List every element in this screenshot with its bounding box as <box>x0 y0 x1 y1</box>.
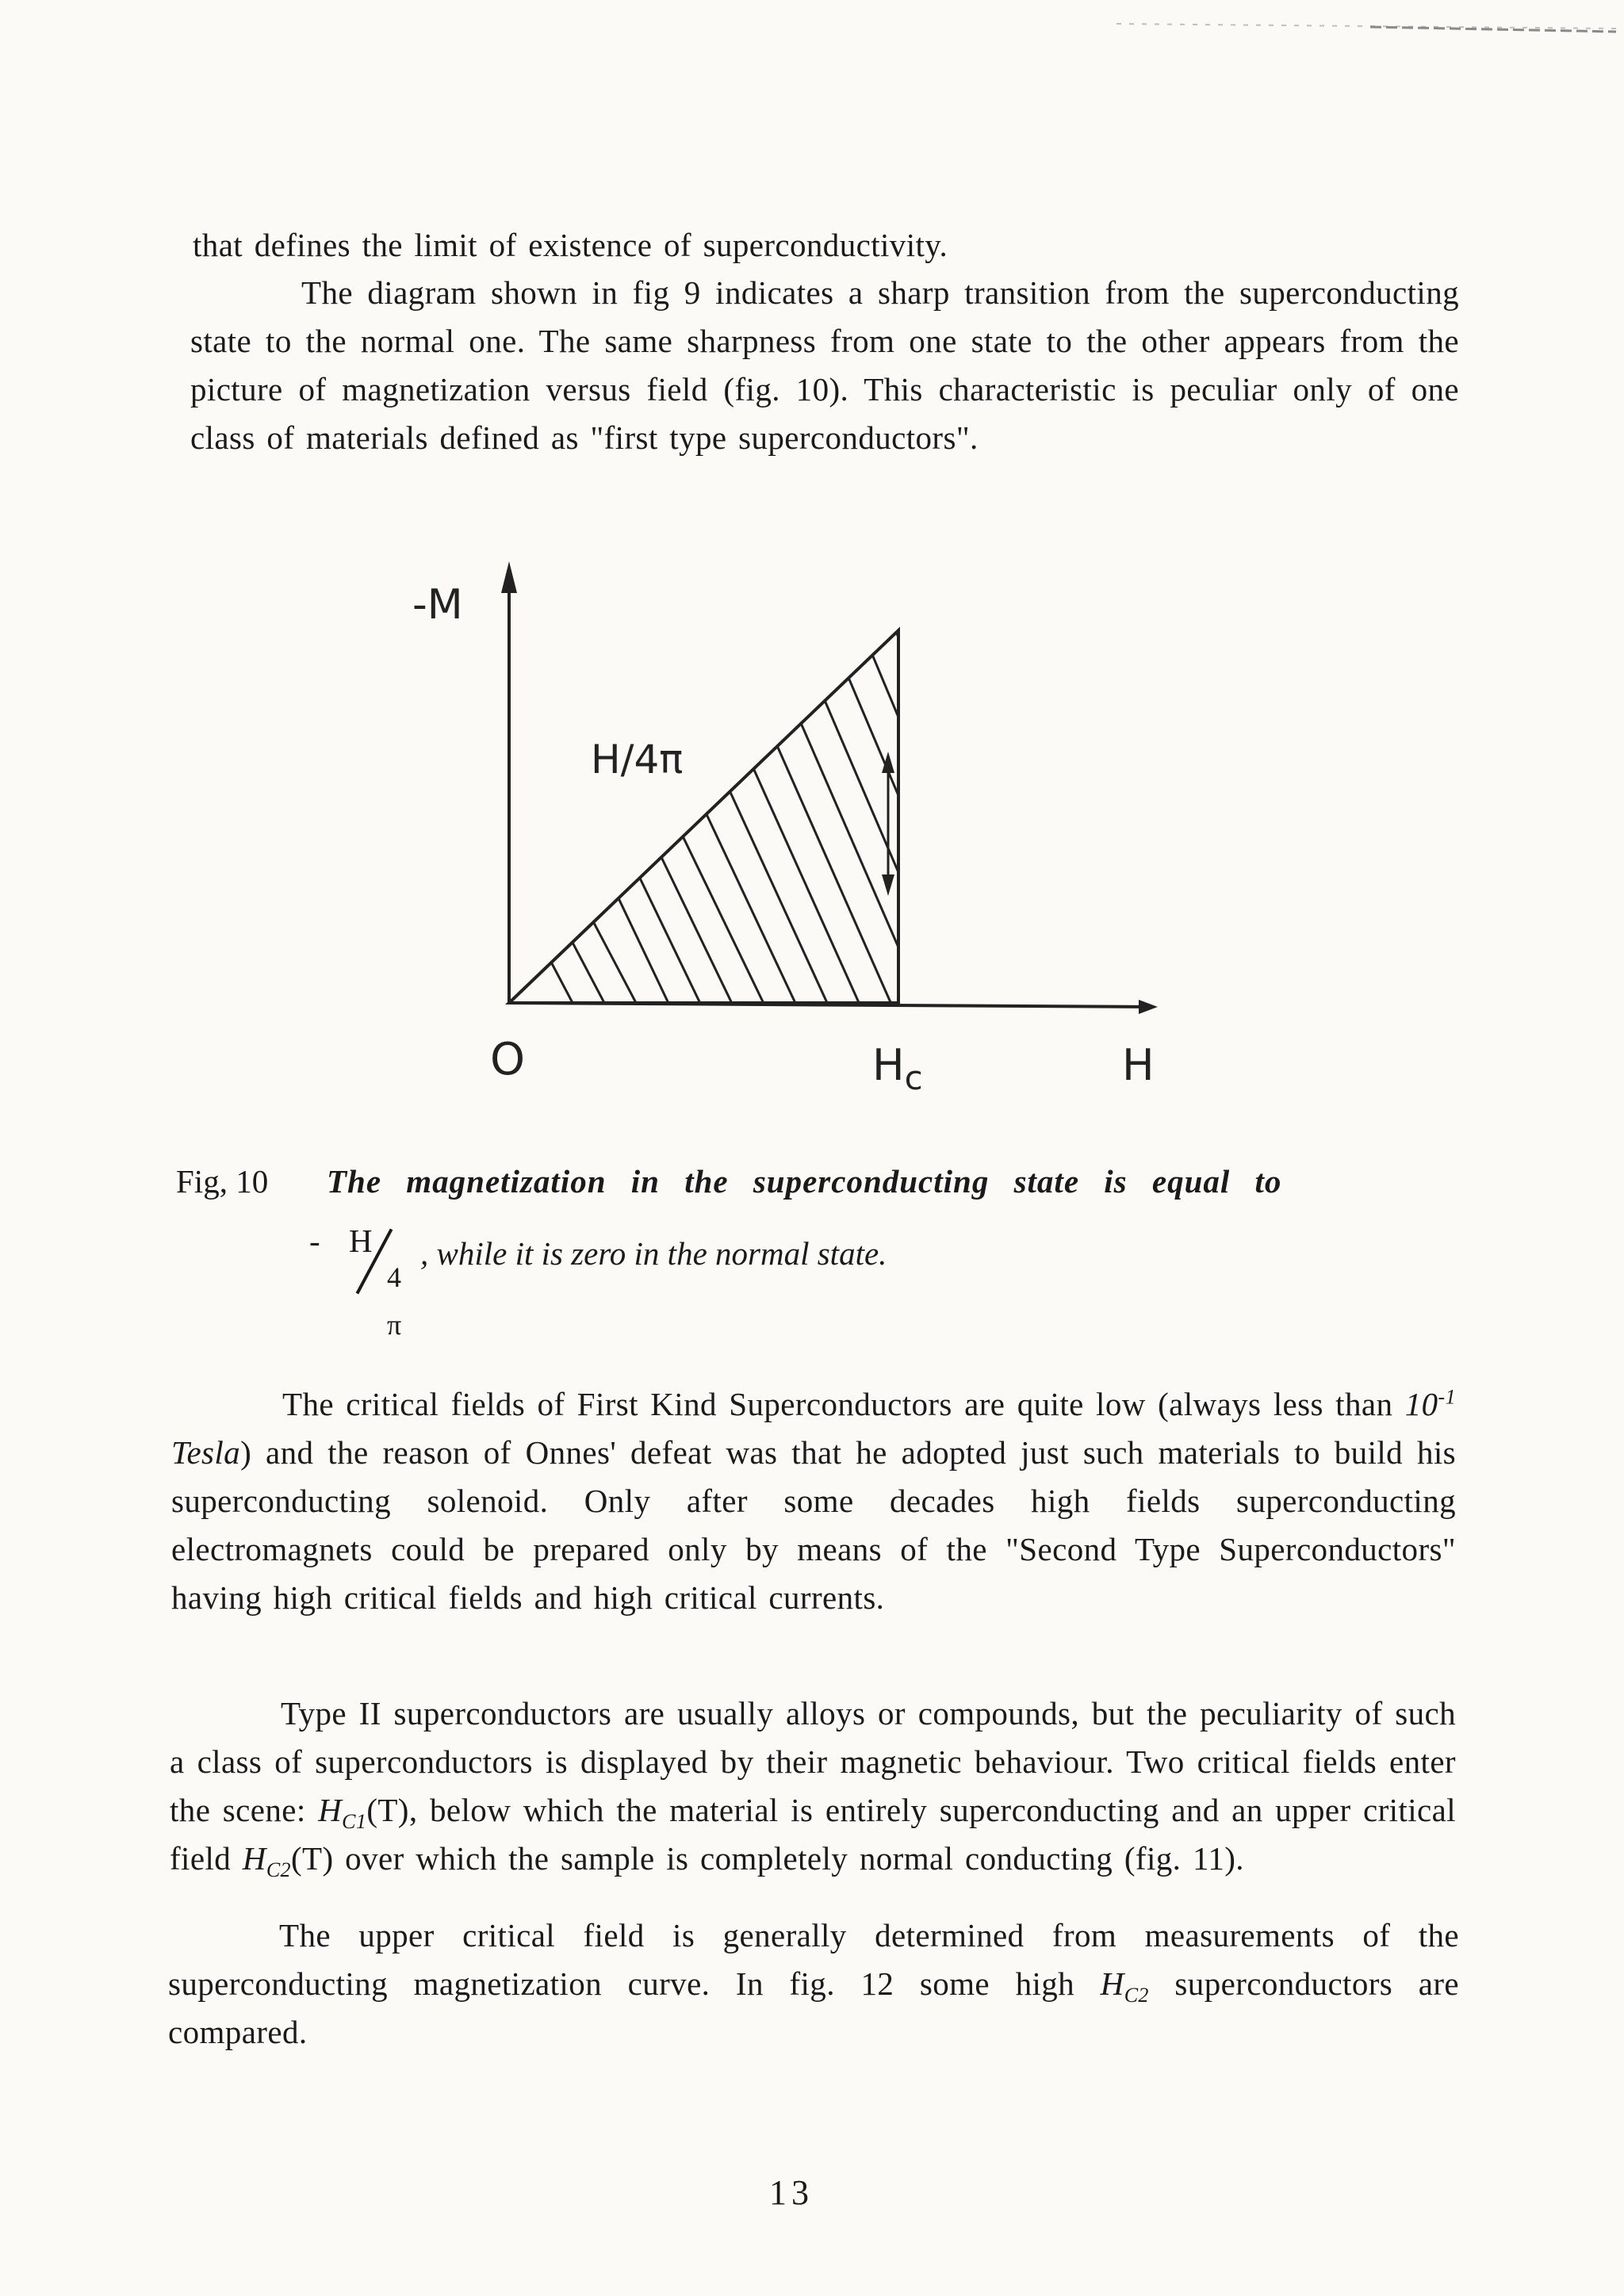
caption-frac-numerator: H <box>349 1223 373 1259</box>
scan-edge-artifact <box>1069 0 1624 48</box>
origin-label: O <box>490 1034 526 1085</box>
p4-hc2: H <box>242 1840 266 1877</box>
y-axis-label: -M <box>412 581 463 629</box>
transition-arrow-down <box>882 874 894 896</box>
p4-text-a: Type II superconductors are usually alloys or compounds, but the peculiarity of such a class of superconductors is displayed by their magnetic behaviour. Two critical fields enter the scene: <box>170 1695 1456 1828</box>
p3-text-a: The critical fields of First Kind Superconductors are quite low (always less than <box>282 1386 1405 1422</box>
paragraph-first-type: The diagram shown in fig 9 indicates a sharp transition from the superconducting state to the normal one. The same sharpness from one state to the other appears from the picture of magnetization versus field (fig. 10). This characteristic is peculiar only of one class of materials defined as "first type superconductors". <box>190 274 1459 456</box>
p3-exponent: -1 <box>1438 1385 1456 1409</box>
p4-text-c: (T) over which the sample is completely normal conducting (fig. 11). <box>290 1840 1244 1877</box>
paragraph-first-kind <box>171 1380 1456 1622</box>
caption-number: Fig, 10 <box>176 1163 269 1200</box>
paragraph-type-two <box>170 1689 1456 1883</box>
hc-label-main: H <box>872 1040 905 1090</box>
paragraph-upper-critical <box>168 1911 1459 2057</box>
p5-text-a: The upper critical field is generally determined from measurements of the superconducting magnetization curve. In fig. 12 some high <box>168 1917 1459 2002</box>
hatch-lines <box>500 555 1055 1015</box>
magnetization-diagram <box>396 547 1189 1118</box>
curve-label: H/4π <box>591 737 684 783</box>
magnetization-figure <box>396 547 1189 1118</box>
p3-tesla: Tesla <box>171 1434 241 1471</box>
figure-caption-continued <box>309 1223 1285 1341</box>
x-axis-label: H <box>1122 1040 1155 1090</box>
p3-text-e: ) and the reason of Onnes' defeat was that he adopted just such materials to build his superconducting solenoid. Only after some decades high fields superconducting electromagnets could be prepared only by means of the "Second Type Superconductors" having high critical fields and high critical currents. <box>171 1434 1456 1616</box>
paragraph-intro-line: that defines the limit of existence of superconductivity. <box>193 227 948 263</box>
p3-ten: 10 <box>1404 1386 1438 1422</box>
p4-hc1: H <box>318 1792 343 1828</box>
p4-hc1-sub: C1 <box>342 1810 367 1834</box>
p4-hc2-sub: C2 <box>266 1858 291 1882</box>
hc-label-sub: c <box>904 1058 923 1097</box>
p5-hc2: H <box>1100 1965 1124 2002</box>
figure-caption <box>176 1158 1445 1205</box>
hc-label <box>872 1040 923 1097</box>
p5-hc2-sub: C2 <box>1124 1984 1149 2007</box>
x-axis-arrowhead <box>1139 1000 1158 1014</box>
caption-frac-denominator: 4 π <box>387 1261 402 1341</box>
p4-text-b: (T), below which the material is entirely superconducting and an upper critical field <box>170 1792 1457 1877</box>
caption-fraction <box>309 1223 420 1341</box>
caption-lead: The magnetization in the superconducting state is equal to <box>327 1163 1282 1200</box>
caption-tail: , while it is zero in the normal state. <box>420 1235 887 1272</box>
caption-minus: - <box>309 1223 320 1259</box>
page-number: 13 <box>769 2173 814 2212</box>
p5-text-b: superconductors are compared. <box>168 1965 1459 2050</box>
y-axis-arrowhead <box>501 561 517 593</box>
